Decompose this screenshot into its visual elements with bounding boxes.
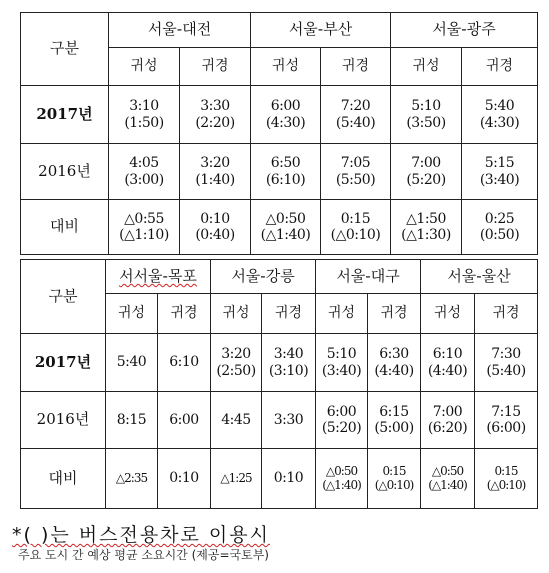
- sub-header: 귀경: [262, 294, 316, 334]
- sub-header: 귀성: [251, 48, 321, 86]
- time-cell: 7:30 (5:40): [475, 334, 538, 392]
- sub-header: 귀경: [475, 294, 538, 334]
- table-row: [21, 144, 538, 200]
- row-label: 2016년: [21, 144, 109, 200]
- sub-header: 귀경: [180, 48, 251, 86]
- time-cell: 7:15 (6:00): [475, 392, 538, 449]
- time-cell: 0:10 (0:40): [180, 200, 251, 255]
- image-caption: 주요 도시 간 예상 평균 소요시간 (제공=국토부): [18, 548, 269, 562]
- time-cell: △1:50 (△1:30): [391, 200, 462, 255]
- sub-header: 귀성: [106, 294, 158, 334]
- time-cell: 6:00 (5:20): [316, 392, 368, 449]
- time-cell: 3:20 (1:40): [180, 144, 251, 200]
- sub-header: 귀경: [462, 48, 538, 86]
- time-cell: △0:50 (△1:40): [316, 449, 368, 509]
- time-cell: 8:15: [106, 392, 158, 449]
- sub-header: 귀성: [109, 48, 180, 86]
- time-cell: 6:00: [158, 392, 211, 449]
- time-cell: 0:10: [158, 449, 211, 509]
- time-cell: △0:55 (△1:10): [109, 200, 180, 255]
- time-cell: 7:00 (6:20): [421, 392, 475, 449]
- travel-time-table-2: [20, 259, 538, 509]
- time-cell: 5:15 (3:40): [462, 144, 538, 200]
- table-row: [21, 200, 538, 255]
- corner-label: 구분: [21, 13, 109, 86]
- time-cell: 6:10: [158, 334, 211, 392]
- route-header: 서울-부산: [251, 13, 391, 48]
- time-cell: △2:35: [106, 449, 158, 509]
- time-cell: 5:40 (4:30): [462, 86, 538, 144]
- table-row: [21, 449, 538, 509]
- table-row: [21, 392, 538, 449]
- time-cell: 7:20 (5:40): [321, 86, 391, 144]
- time-cell: 3:10 (1:50): [109, 86, 180, 144]
- time-cell: 6:50 (6:10): [251, 144, 321, 200]
- row-label: 대비: [21, 449, 106, 509]
- time-cell: 4:45: [211, 392, 262, 449]
- sub-header: 귀성: [316, 294, 368, 334]
- time-cell: 0:15 (△0:10): [475, 449, 538, 509]
- row-label: 2017년: [21, 86, 109, 144]
- sub-header: 귀경: [158, 294, 211, 334]
- row-label: 2017년: [21, 334, 106, 392]
- time-cell: 3:40 (3:10): [262, 334, 316, 392]
- time-cell: 3:30 (2:20): [180, 86, 251, 144]
- time-cell: 6:00 (4:30): [251, 86, 321, 144]
- route-header: 서서울-목포: [106, 260, 211, 294]
- time-cell: 5:40: [106, 334, 158, 392]
- time-cell: △0:50 (△1:40): [421, 449, 475, 509]
- route-header: 서울-대전: [109, 13, 251, 48]
- route-header: 서울-울산: [421, 260, 538, 294]
- sub-header: 귀성: [421, 294, 475, 334]
- time-cell: 0:25 (0:50): [462, 200, 538, 255]
- time-cell: 3:20 (2:50): [211, 334, 262, 392]
- sub-header: 귀성: [211, 294, 262, 334]
- time-cell: △1:25: [211, 449, 262, 509]
- sub-header: 귀경: [368, 294, 421, 334]
- travel-time-table-1: [20, 12, 538, 255]
- sub-header: 귀경: [321, 48, 391, 86]
- time-cell: 6:10 (4:40): [421, 334, 475, 392]
- sub-header: 귀성: [391, 48, 462, 86]
- time-cell: △0:50 (△1:40): [251, 200, 321, 255]
- time-cell: 3:30: [262, 392, 316, 449]
- time-cell: 6:30 (4:40): [368, 334, 421, 392]
- time-cell: 0:15 (△0:10): [321, 200, 391, 255]
- time-cell: 7:05 (5:50): [321, 144, 391, 200]
- time-cell: 6:15 (5:00): [368, 392, 421, 449]
- route-header: 서울-강릉: [211, 260, 316, 294]
- row-label: 2016년: [21, 392, 106, 449]
- time-cell: 5:10 (3:40): [316, 334, 368, 392]
- time-cell: 4:05 (3:00): [109, 144, 180, 200]
- time-cell: 0:15 (△0:10): [368, 449, 421, 509]
- time-cell: 0:10: [262, 449, 316, 509]
- corner-label: 구분: [21, 260, 106, 334]
- route-header: 서울-광주: [391, 13, 538, 48]
- row-label: 대비: [21, 200, 109, 255]
- route-header: 서울-대구: [316, 260, 421, 294]
- time-cell: 5:10 (3:50): [391, 86, 462, 144]
- time-cell: 7:00 (5:20): [391, 144, 462, 200]
- table-row: [21, 86, 538, 144]
- table-row: [21, 334, 538, 392]
- bus-lane-footnote: *( )는 버스전용차로 이용시: [12, 524, 270, 546]
